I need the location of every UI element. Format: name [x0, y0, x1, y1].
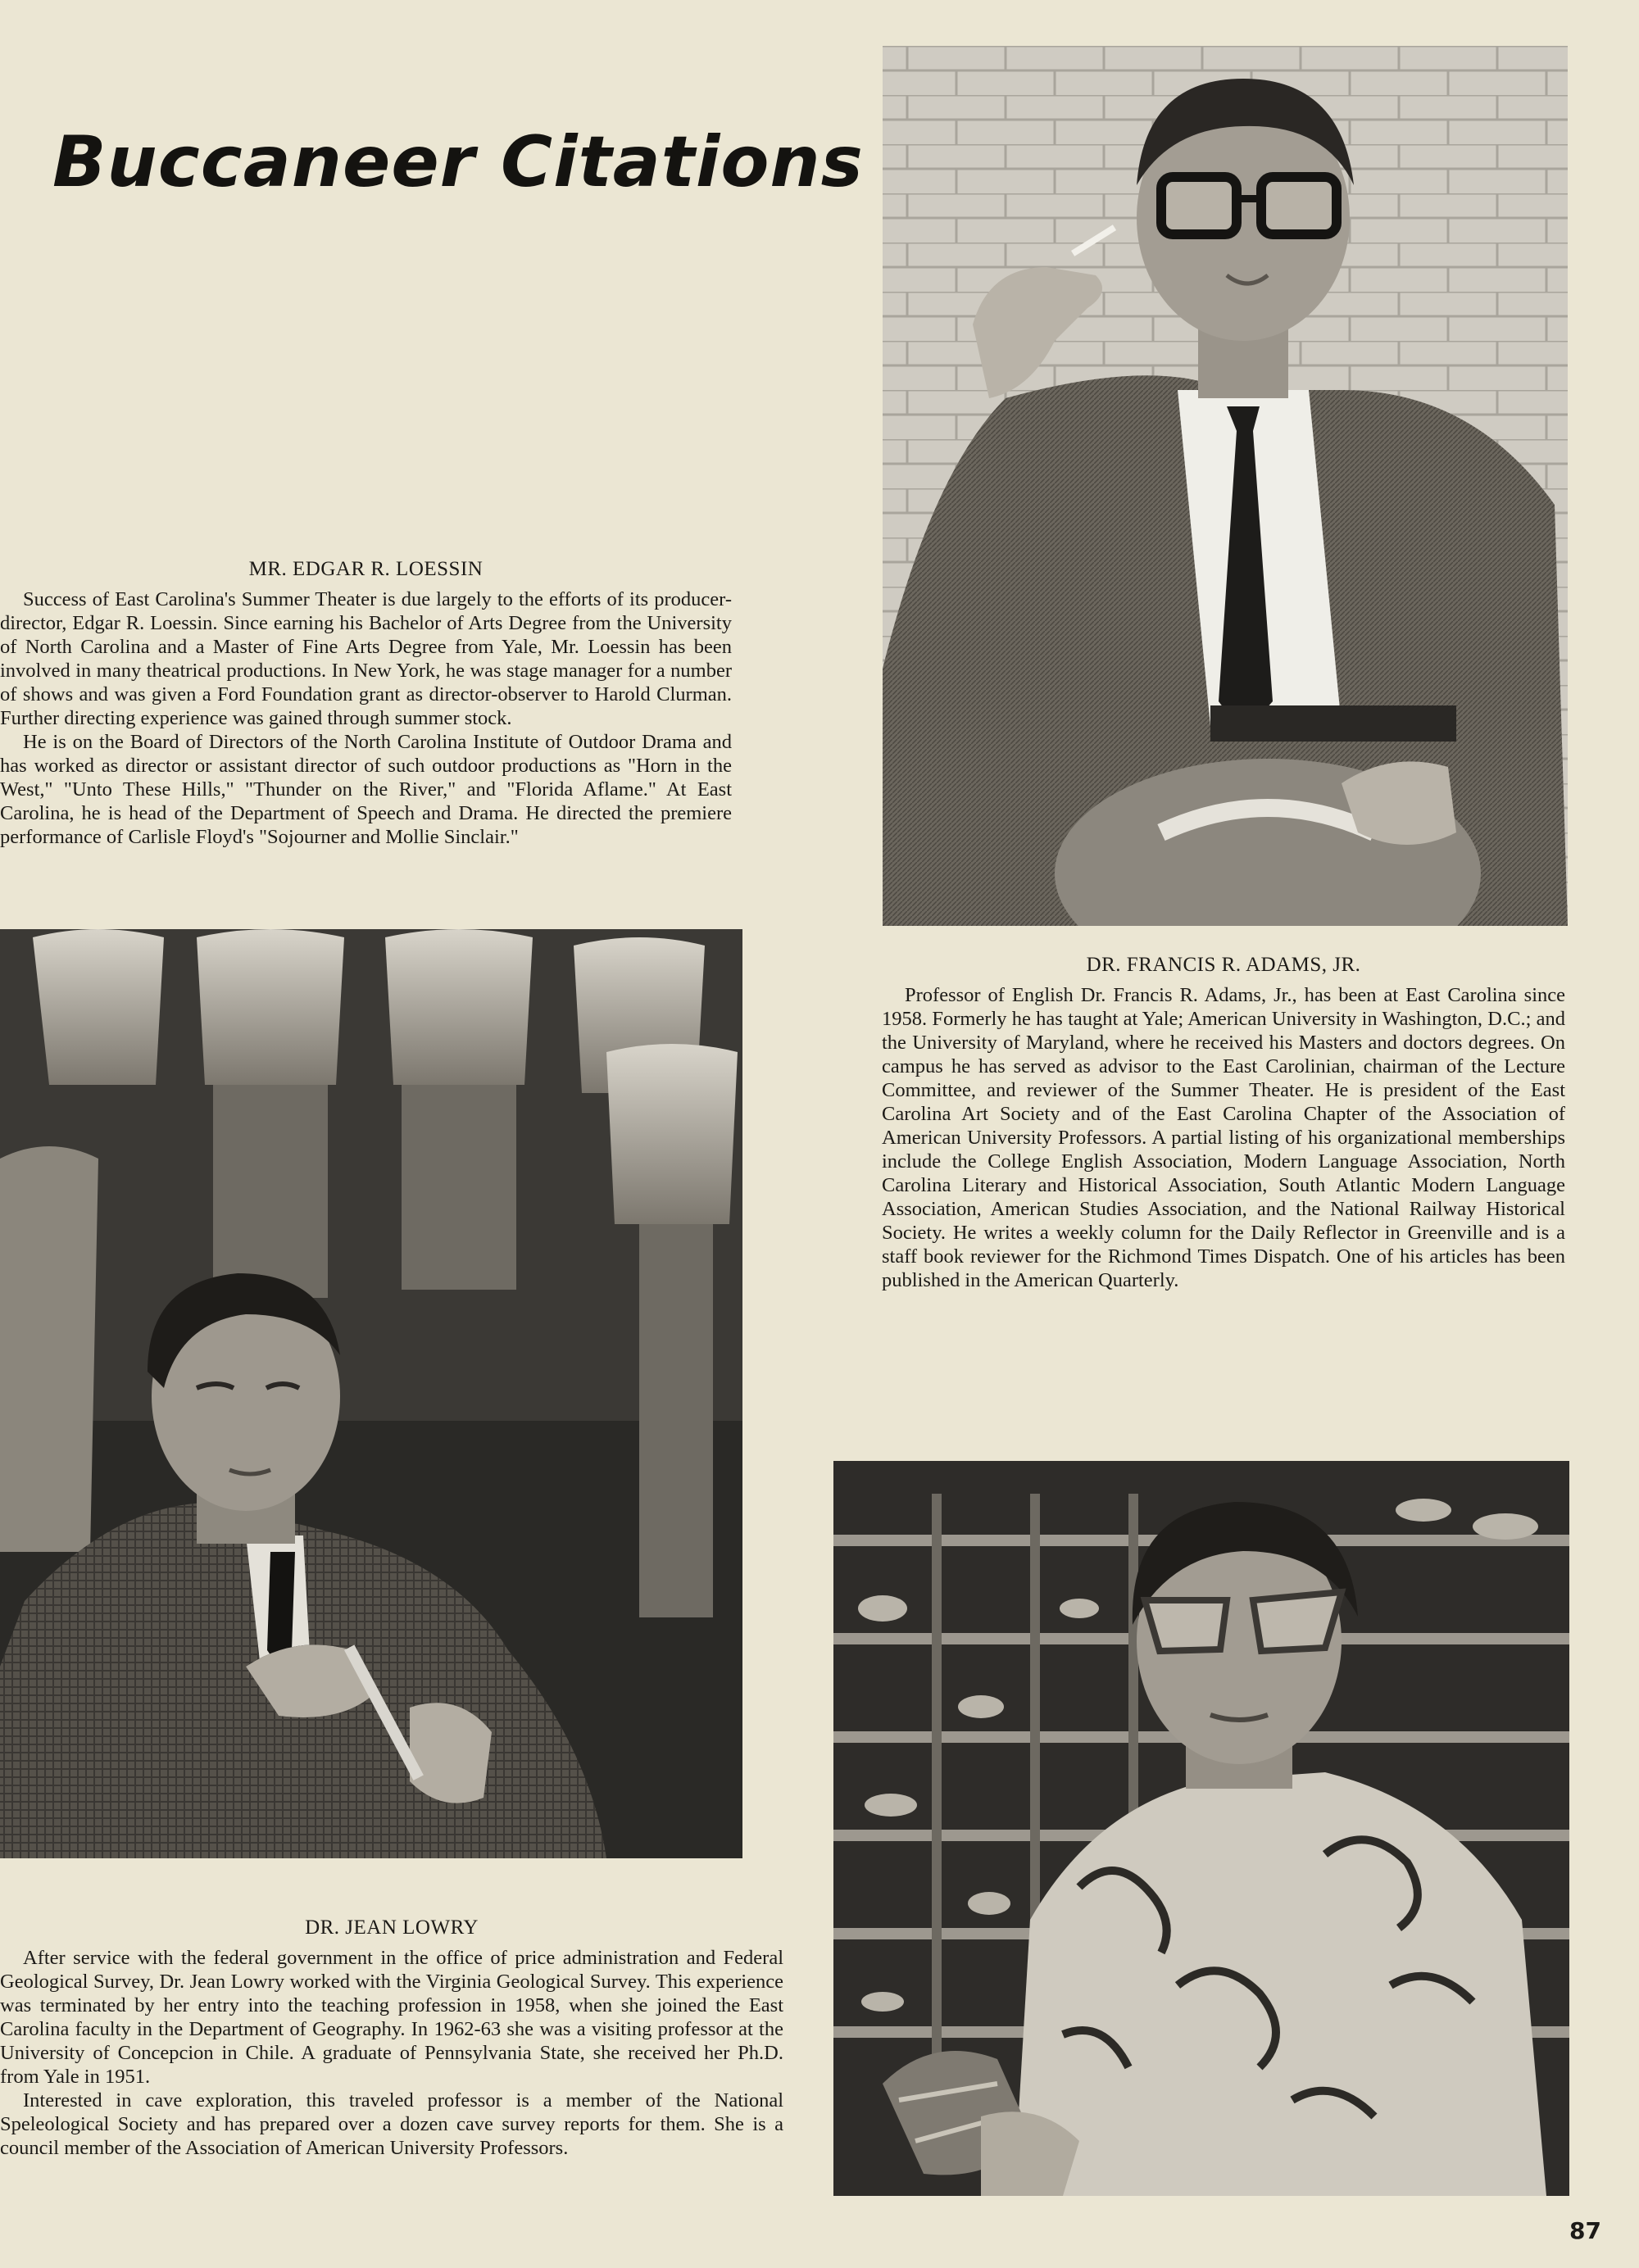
citation-heading: DR. JEAN LOWRY — [305, 1916, 479, 1939]
citation-paragraph: Success of East Carolina's Summer Theater is due largely to the efforts of its producer-director, Edgar R. Loessin. Since earning his Bachelor of Arts Degree from the University of North Carolina and a Master of Fine Arts Degree from Yale, Mr. Loessin has been involved in many theatrical productions. In New York, he was stage manager for a number of shows and was given a Ford Foundation grant as director-observer to Harold Clurman. Further directing experience was gained through summer stock. — [0, 588, 732, 729]
citation-adams — [882, 953, 1565, 1292]
citation-paragraph: After service with the federal government in the office of price administration and Federal Geological Survey, Dr. Jean Lowry worked with the Virginia Geological Survey. This experience was terminated by her entry into the teaching profession in 1958, when she joined the East Carolina faculty in the Department of Geography. In 1962-63 she was a visiting professor at the University of Concepcion in Chile. A graduate of Pennsylvania State, she received her Ph.D. from Yale in 1951. — [0, 1947, 783, 2088]
portrait-photo-lowry — [833, 1461, 1569, 2196]
citation-loessin — [0, 557, 732, 849]
citation-heading: DR. FRANCIS R. ADAMS, JR. — [1086, 954, 1361, 976]
citation-paragraph: Professor of English Dr. Francis R. Adams, Jr., has been at East Carolina since 1958. Formerly he has taught at Yale; American University in Washington, D.C.; and the University of Maryland, where he received his Masters and doctors degrees. On campus he has served as advisor to the East Carolinian, chairman of the Lecture Committee, and reviewer of the Summer Theater. He is president of the East Carolina Art Society and of the East Carolina Chapter of the Association of American University Professors. A partial listing of his organizational memberships include the College English Association, Modern Language Association, North Carolina Literary and Historical Association, South Atlantic Modern Language Association, American Studies Association, and the National Railway Historical Society. He writes a weekly column for the Daily Reflector in Greenville and is a staff book reviewer for the Richmond Times Dispatch. One of his articles has been published in the American Quarterly. — [882, 984, 1565, 1291]
citation-heading: MR. EDGAR R. LOESSIN — [248, 558, 484, 580]
page-title: Buccaneer Citations — [52, 121, 864, 203]
citation-paragraph: He is on the Board of Directors of the North Carolina Institute of Outdoor Drama and has worked as director or assistant director of such outdoor productions as "Horn in the West," "Unto These Hills," "Thunder on the River," and "Florida Aflame." At East Carolina, he is head of the Department of Speech and Drama. He directed the premiere performance of Carlisle Floyd's "Sojourner and Mollie Sinclair." — [0, 731, 732, 848]
portrait-photo-adams — [883, 46, 1568, 926]
citation-paragraph: Interested in cave exploration, this traveled professor is a member of the National Speleological Society and has prepared over a dozen cave survey reports for them. She is a council member of the Association of American University Professors. — [0, 2089, 783, 2159]
page-number: 87 — [1569, 2217, 1601, 2244]
portrait-lowry-illustration — [833, 1461, 1569, 2196]
portrait-photo-loessin — [0, 929, 742, 1858]
portrait-adams-illustration — [883, 46, 1568, 926]
portrait-loessin-illustration — [0, 929, 742, 1858]
citation-lowry — [0, 1916, 783, 2160]
